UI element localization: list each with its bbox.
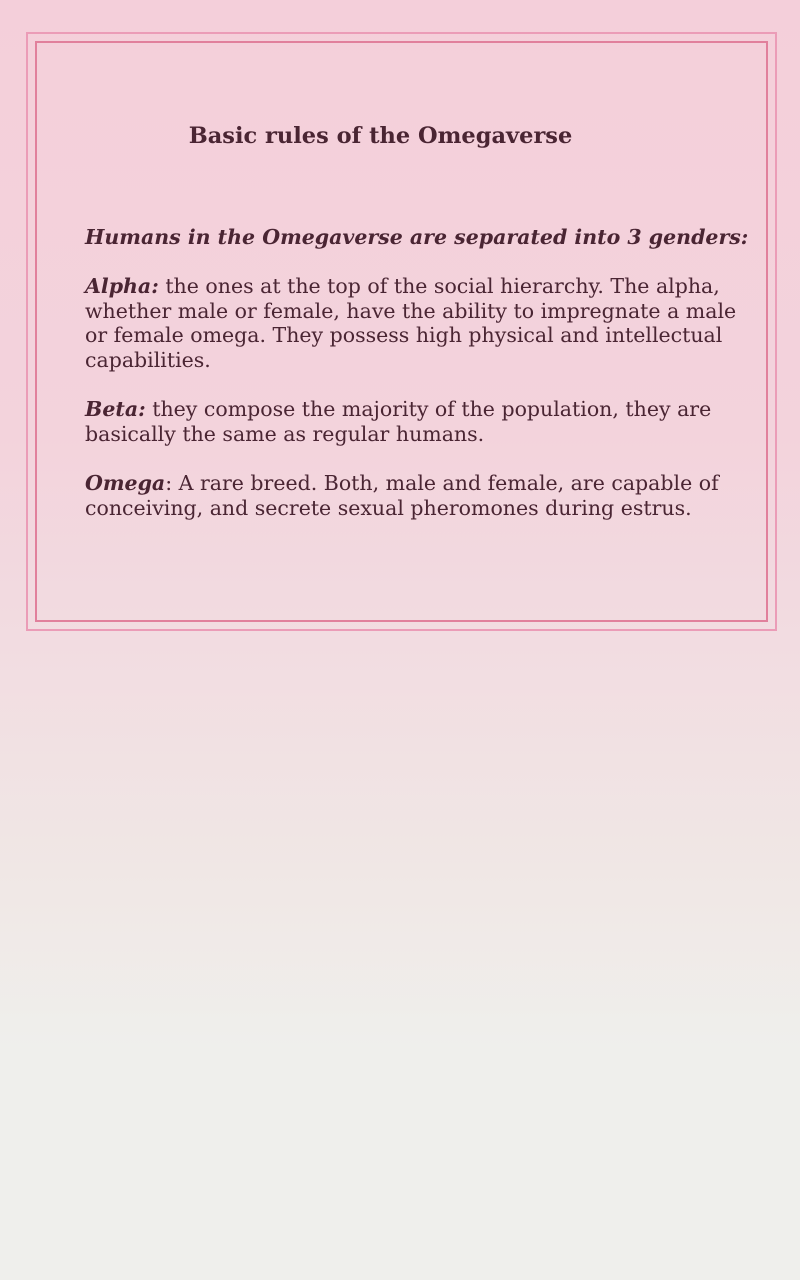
text-line xyxy=(85,397,740,422)
text-line xyxy=(85,274,740,299)
text-line-rest: : A rare breed. Both, male and female, are capable of xyxy=(165,470,719,495)
text-line: or female omega. They possess high physical and intellectual xyxy=(85,323,723,348)
text-line: whether male or female, have the ability to impregnate a male xyxy=(85,298,737,323)
text-line-rest: the ones at the top of the social hierarchy. The alpha, xyxy=(158,274,720,299)
paragraph-alpha xyxy=(85,274,740,372)
paragraph-omega xyxy=(85,471,740,520)
page-title: Basic rules of the Omegaverse xyxy=(188,123,573,149)
text-panel xyxy=(85,225,749,520)
term-label: Beta: xyxy=(85,397,146,422)
text-line: basically the same as regular humans. xyxy=(85,421,485,446)
text-line xyxy=(85,471,740,496)
term-label: Omega xyxy=(85,470,166,495)
intro-heading: Humans in the Omegaverse are separated into 3 genders: xyxy=(85,225,749,249)
term-label: Alpha: xyxy=(85,274,159,299)
text-line: conceiving, and secrete sexual pheromones during estrus. xyxy=(85,495,692,520)
text-line-rest: they compose the majority of the population, they are xyxy=(145,397,712,422)
text-line: capabilities. xyxy=(85,347,211,372)
paragraph-beta xyxy=(85,397,740,446)
